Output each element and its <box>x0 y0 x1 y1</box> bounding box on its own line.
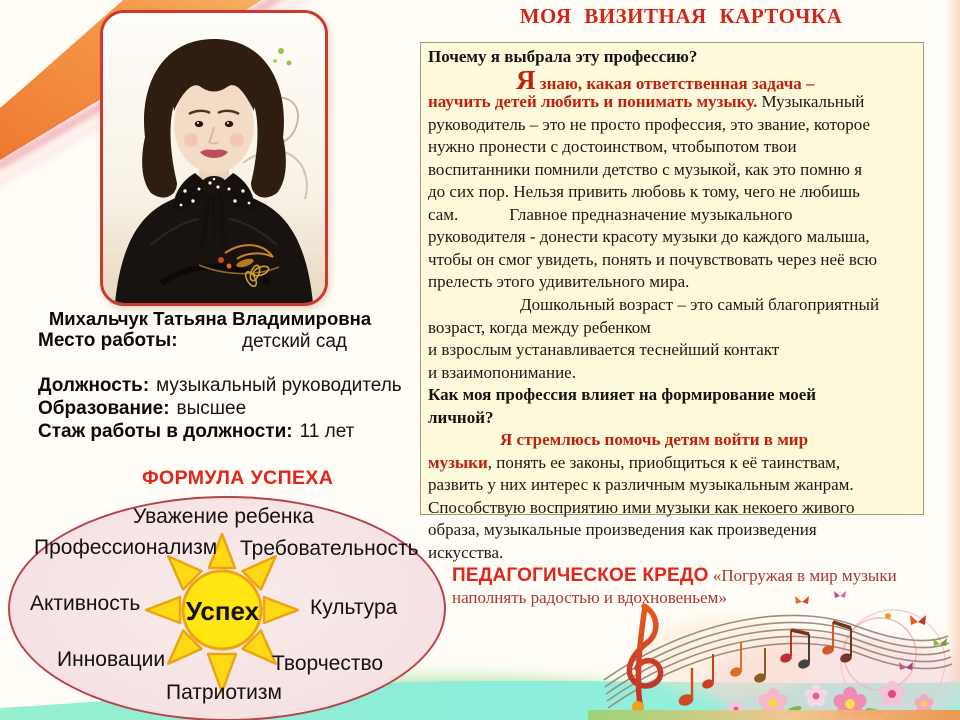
essay-line <box>428 542 930 565</box>
position-value: музыкальный руководитель <box>156 375 402 396</box>
essay-segment: развить у них интерес к различным музыкальным жанрам. <box>428 475 854 495</box>
essay-segment: Музыкальный <box>757 92 865 112</box>
essay-segment: , понять ее законы, приобщиться к её таинствам, <box>487 452 841 472</box>
essay-segment: Я <box>516 64 536 95</box>
essay-segment: руководитель – это не просто профессия, это звание, которое <box>428 114 870 134</box>
essay-line <box>428 587 930 610</box>
essay-line <box>428 362 930 385</box>
essay-segment: знаю, какая ответственная задача – <box>535 73 815 93</box>
essay-segment: воспитанники помнили детство с музыкой, как это помню я <box>428 159 863 179</box>
position-label: Должность: <box>38 375 150 396</box>
essay-segment: прелесть этого удивительного мира. <box>428 272 690 292</box>
essay-line <box>428 474 930 497</box>
experience-row <box>38 421 354 443</box>
essay-line <box>428 91 930 114</box>
education-label: Образование: <box>38 398 170 419</box>
essay-segment: Способствую восприятию ими музыки как некоего живого <box>428 497 855 517</box>
essay-segment: музыки <box>428 452 488 472</box>
essay-line <box>428 339 930 362</box>
essay-segment: Почему я выбрала эту профессию? <box>428 47 698 66</box>
portrait-photo <box>100 10 328 306</box>
essay-segment: и взрослым устанавливается теснейший контакт <box>428 340 780 360</box>
essay-line <box>428 294 930 317</box>
education-row <box>38 398 246 420</box>
essay-segment: наполнять радостью и вдохновеньем» <box>452 588 727 608</box>
essay-segment: сам. Главное предназначение музыкального <box>428 204 793 224</box>
essay-segment: искусства. <box>428 543 504 563</box>
essay-line <box>428 271 930 294</box>
essay-line <box>428 181 930 204</box>
essay-line <box>428 136 930 159</box>
essay-segment: ПЕДАГОГИЧЕСКОЕ КРЕДО <box>452 564 709 586</box>
essay-line <box>428 114 930 137</box>
formula-heading: ФОРМУЛА УСПЕХА <box>142 467 334 489</box>
essay-line <box>428 159 930 182</box>
experience-label: Стаж работы в должности: <box>38 421 293 442</box>
workplace-value: детский сад <box>242 331 347 352</box>
essay-line <box>428 429 930 452</box>
formula-center-word: Успех <box>185 596 260 626</box>
essay-line <box>428 249 930 272</box>
essay-line <box>428 565 930 588</box>
formula-item: Профессионализм <box>34 536 218 559</box>
essay-segment: чтобы он смог увидеть, понять и почувствовать через неё всю <box>428 249 878 269</box>
essay-line <box>428 452 930 475</box>
essay-segment: и взаимопонимание. <box>428 362 576 382</box>
formula-item: Творчество <box>272 652 384 675</box>
position-row <box>38 375 402 397</box>
formula-item: Уважение ребенка <box>133 505 314 528</box>
essay-segment: образа, музыкальные произведения как произведения <box>428 520 817 540</box>
essay-line <box>428 407 930 430</box>
essay-line <box>428 497 930 520</box>
essay-line <box>428 317 930 340</box>
essay-segment: нужно пронести с достоинством, чтобыпотом твои <box>428 137 797 157</box>
essay-segment: личной? <box>428 407 494 427</box>
essay-segment: Я стремлюсь помочь детям войти в мир <box>500 430 809 450</box>
education-value: высшее <box>176 398 247 419</box>
essay-line <box>428 226 930 249</box>
essay-segment: до сих пор. Нельзя привить любовь к тому, чего не любишь <box>428 182 860 202</box>
essay-segment: «Погружая в мир музыки <box>708 565 897 585</box>
essay-segment: Как моя профессия влияет на формирование моей <box>428 385 817 405</box>
portrait-illustration <box>103 13 325 303</box>
essay-line <box>428 204 930 227</box>
teacher-name: Михальчук Татьяна Владимировна <box>48 308 372 329</box>
formula-item: Культура <box>310 596 398 619</box>
essay-line <box>428 46 930 69</box>
workplace-label: Место работы: <box>38 330 178 351</box>
formula-item: Требовательность <box>240 537 419 560</box>
essay-segment: руководителя - донести красоту музыки до каждого малыша, <box>428 227 870 247</box>
formula-item: Патриотизм <box>166 681 282 704</box>
essay-line <box>428 384 930 407</box>
essay-line <box>428 519 930 542</box>
essay-text <box>428 46 930 610</box>
workplace-row <box>38 330 178 352</box>
formula-item: Инновации <box>57 648 166 671</box>
essay-segment: Дошкольный возраст – это самый благоприятный <box>520 295 880 315</box>
experience-value: 11 лет <box>299 421 355 442</box>
essay-segment: научить детей любить и понимать музыку. <box>428 92 758 112</box>
formula-item: Активность <box>30 592 141 615</box>
essay-line <box>428 64 930 95</box>
slide-title: МОЯ ВИЗИТНАЯ КАРТОЧКА <box>519 4 843 28</box>
essay-segment: возраст, когда между ребенком <box>428 317 651 337</box>
